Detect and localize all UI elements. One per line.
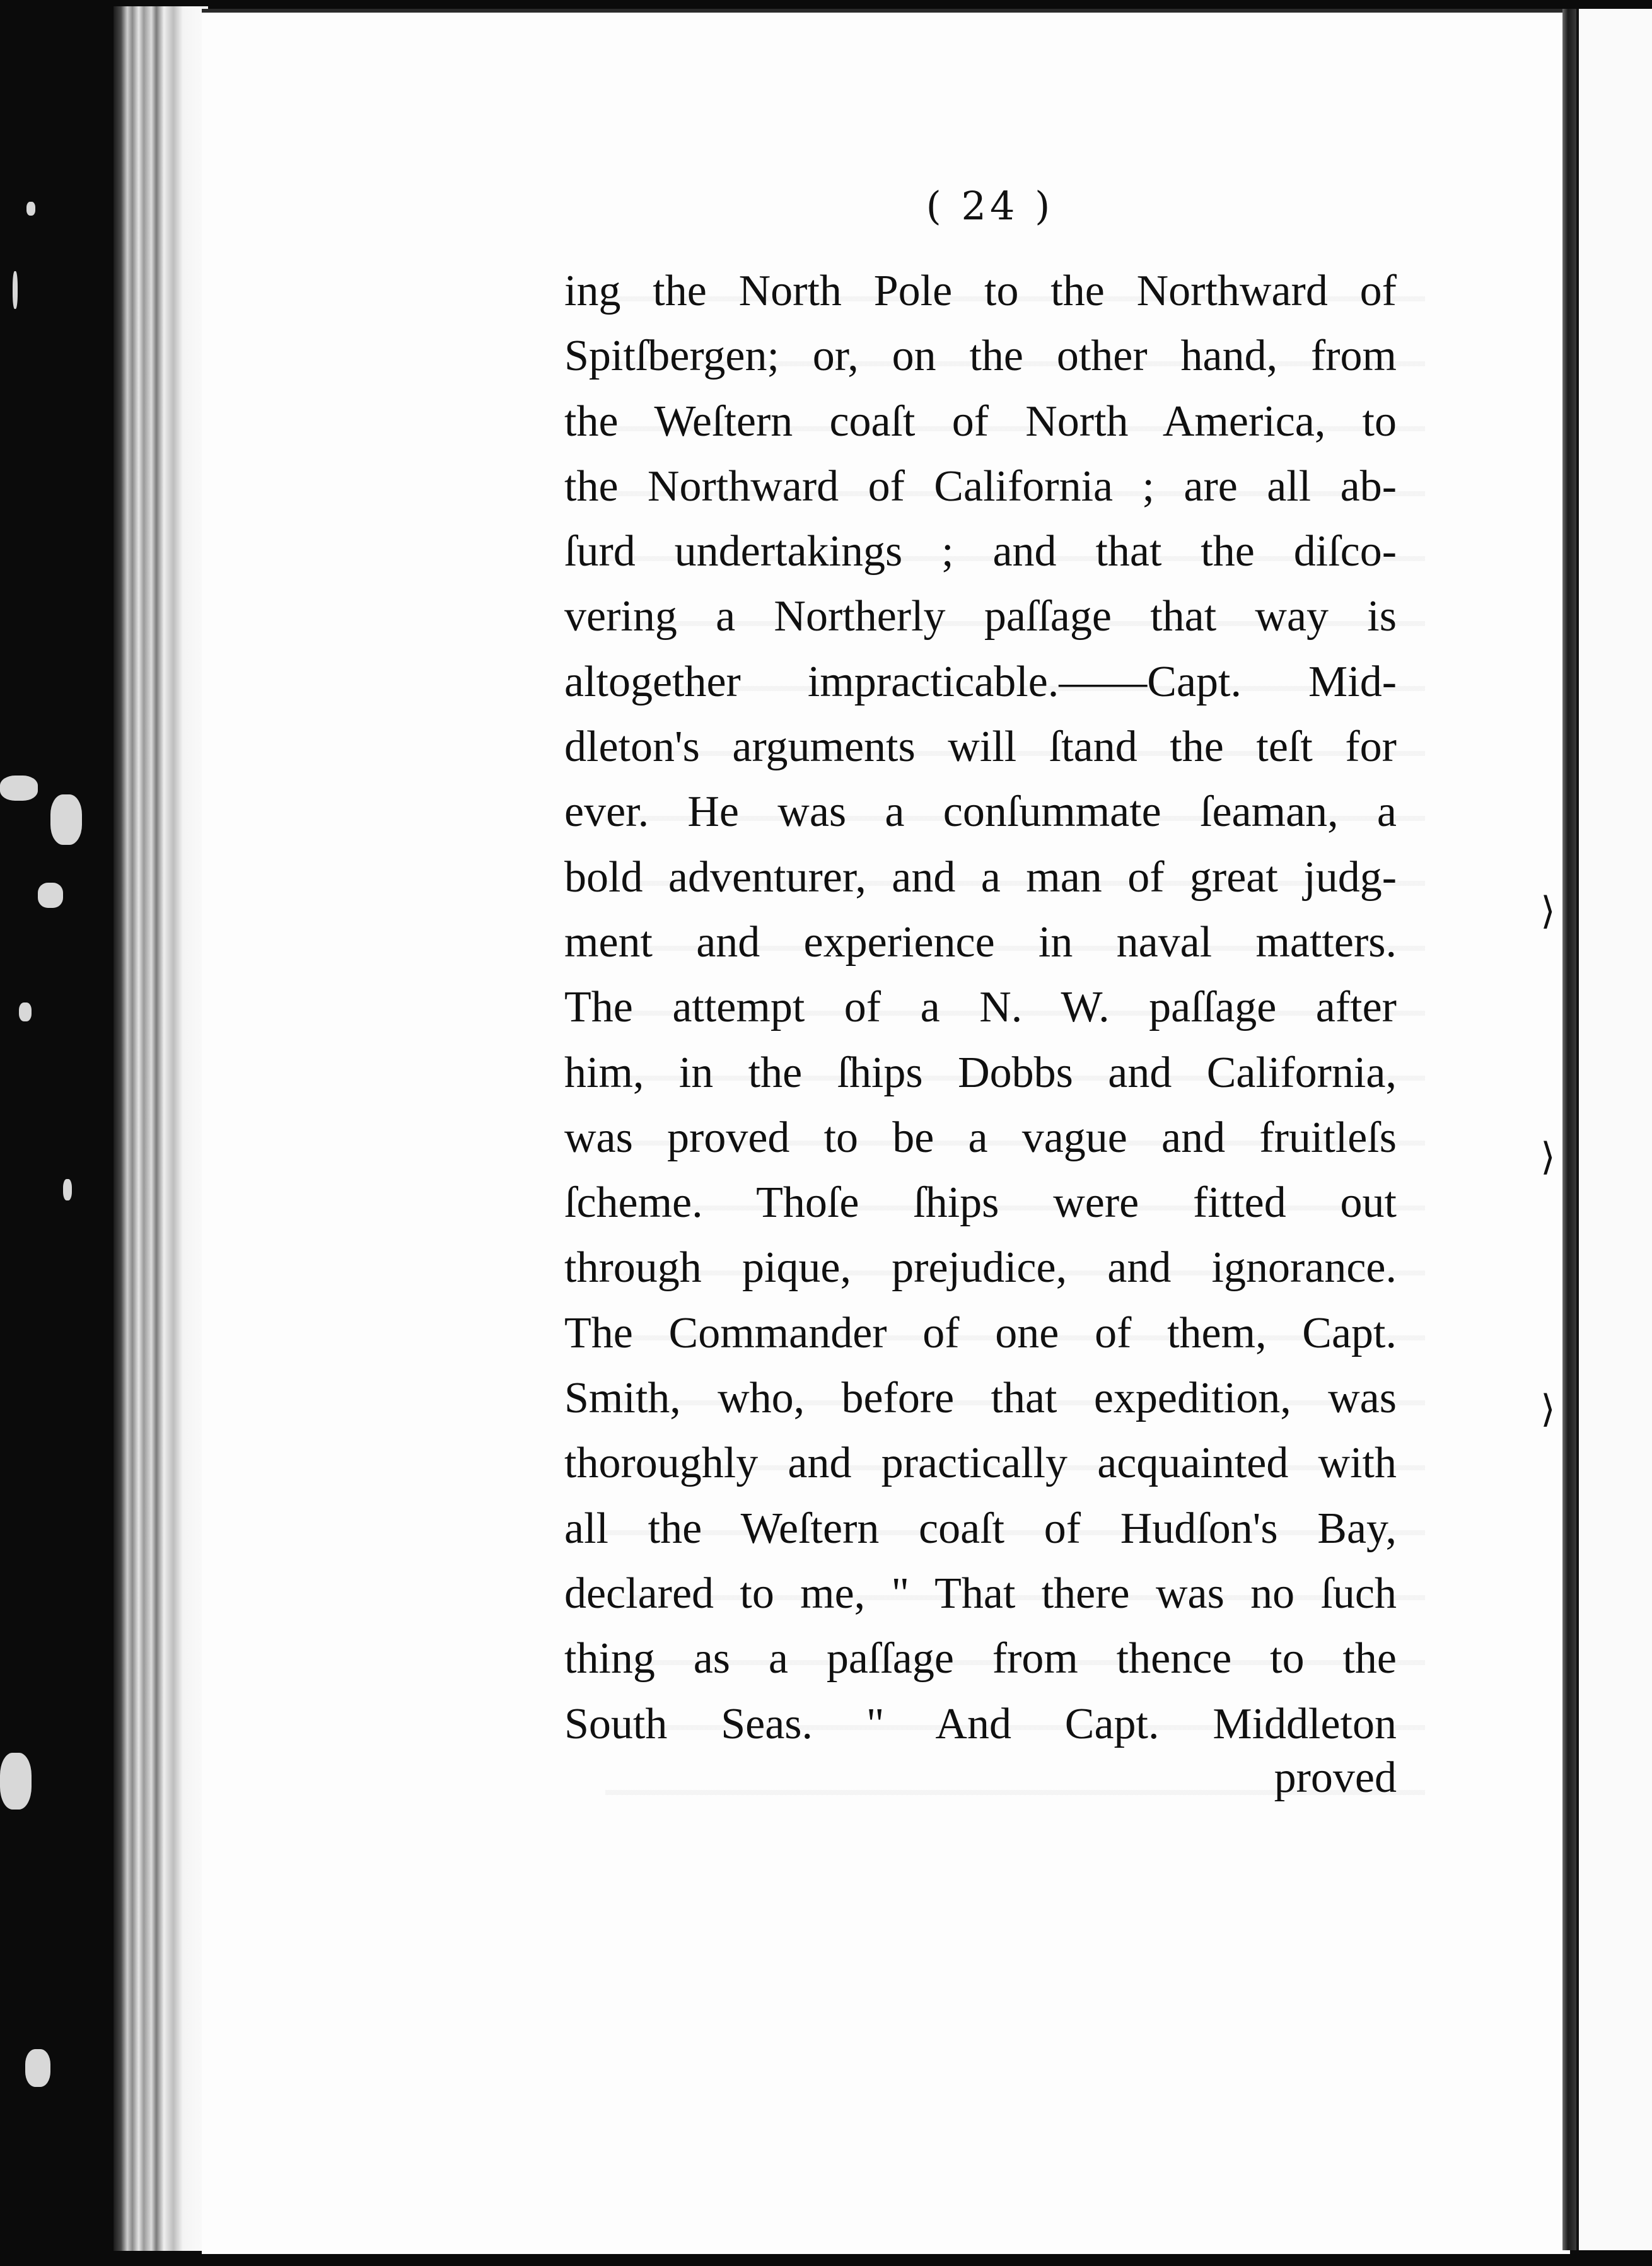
text-line: the Weſtern coaſt of North America, to [564, 397, 1397, 446]
text-line: dleton's arguments will ſtand the teſt for [564, 723, 1397, 772]
text-line: ever. He was a conſummate ſeaman, a [564, 787, 1397, 837]
page-edge-shadow [1562, 9, 1576, 2250]
book-gutter [113, 6, 208, 2251]
text-line: was proved to be a vague and fruitleſs [564, 1113, 1397, 1162]
text-line: vering a Northerly paſſage that way is [564, 592, 1397, 641]
scan-speck [19, 1002, 32, 1021]
scan-speck [26, 202, 35, 216]
catchword: proved [1274, 1753, 1397, 1802]
text-line: declared to me, " That there was no ſuch [564, 1569, 1397, 1618]
page-mark: ⟩ [1540, 889, 1556, 933]
text-line: ment and experience in naval matters. [564, 917, 1397, 967]
text-line: all the Weſtern coaſt of Hudſon's Bay, [564, 1504, 1397, 1553]
scan-speck [63, 1179, 72, 1200]
scan-speck [38, 883, 63, 908]
text-line: through pique, prejudice, and ignorance. [564, 1243, 1397, 1293]
scan-speck [13, 271, 18, 309]
text-line: Smith, who, before that expedition, was [564, 1374, 1397, 1423]
scan-speck [25, 2049, 50, 2087]
body-text [564, 259, 1397, 1757]
text-line: The attempt of a N. W. paſſage after [564, 983, 1397, 1032]
page-mark: ⟩ [1540, 1387, 1556, 1431]
text-line: thing as a paſſage from thence to the [564, 1634, 1397, 1683]
text-line: ſurd undertakings ; and that the diſco- [564, 527, 1397, 576]
text-line: thoroughly and practically acquainted with [564, 1439, 1397, 1488]
text-line: him, in the ſhips Dobbs and California, [564, 1048, 1397, 1097]
scan-speck [50, 794, 82, 845]
page-mark: ⟩ [1540, 1135, 1556, 1179]
text-line: the Northward of California ; are all ab- [564, 462, 1397, 511]
scan-speck [0, 1753, 32, 1810]
page-number: ( 24 ) [926, 183, 1054, 229]
text-line: The Commander of one of them, Capt. [564, 1308, 1397, 1357]
facing-page-strip [1576, 9, 1652, 2250]
scan-speck [0, 776, 38, 801]
text-line: ſcheme. Thoſe ſhips were fitted out [564, 1178, 1397, 1228]
text-line: South Seas. " And Capt. Middleton [564, 1699, 1397, 1748]
text-line: Spitſbergen; or, on the other hand, from [564, 332, 1397, 381]
text-line: altogether impracticable.——Capt. Mid- [564, 657, 1397, 706]
text-line: bold adventurer, and a man of great judg- [564, 852, 1397, 902]
text-line: ing the North Pole to the Northward of [564, 267, 1397, 315]
